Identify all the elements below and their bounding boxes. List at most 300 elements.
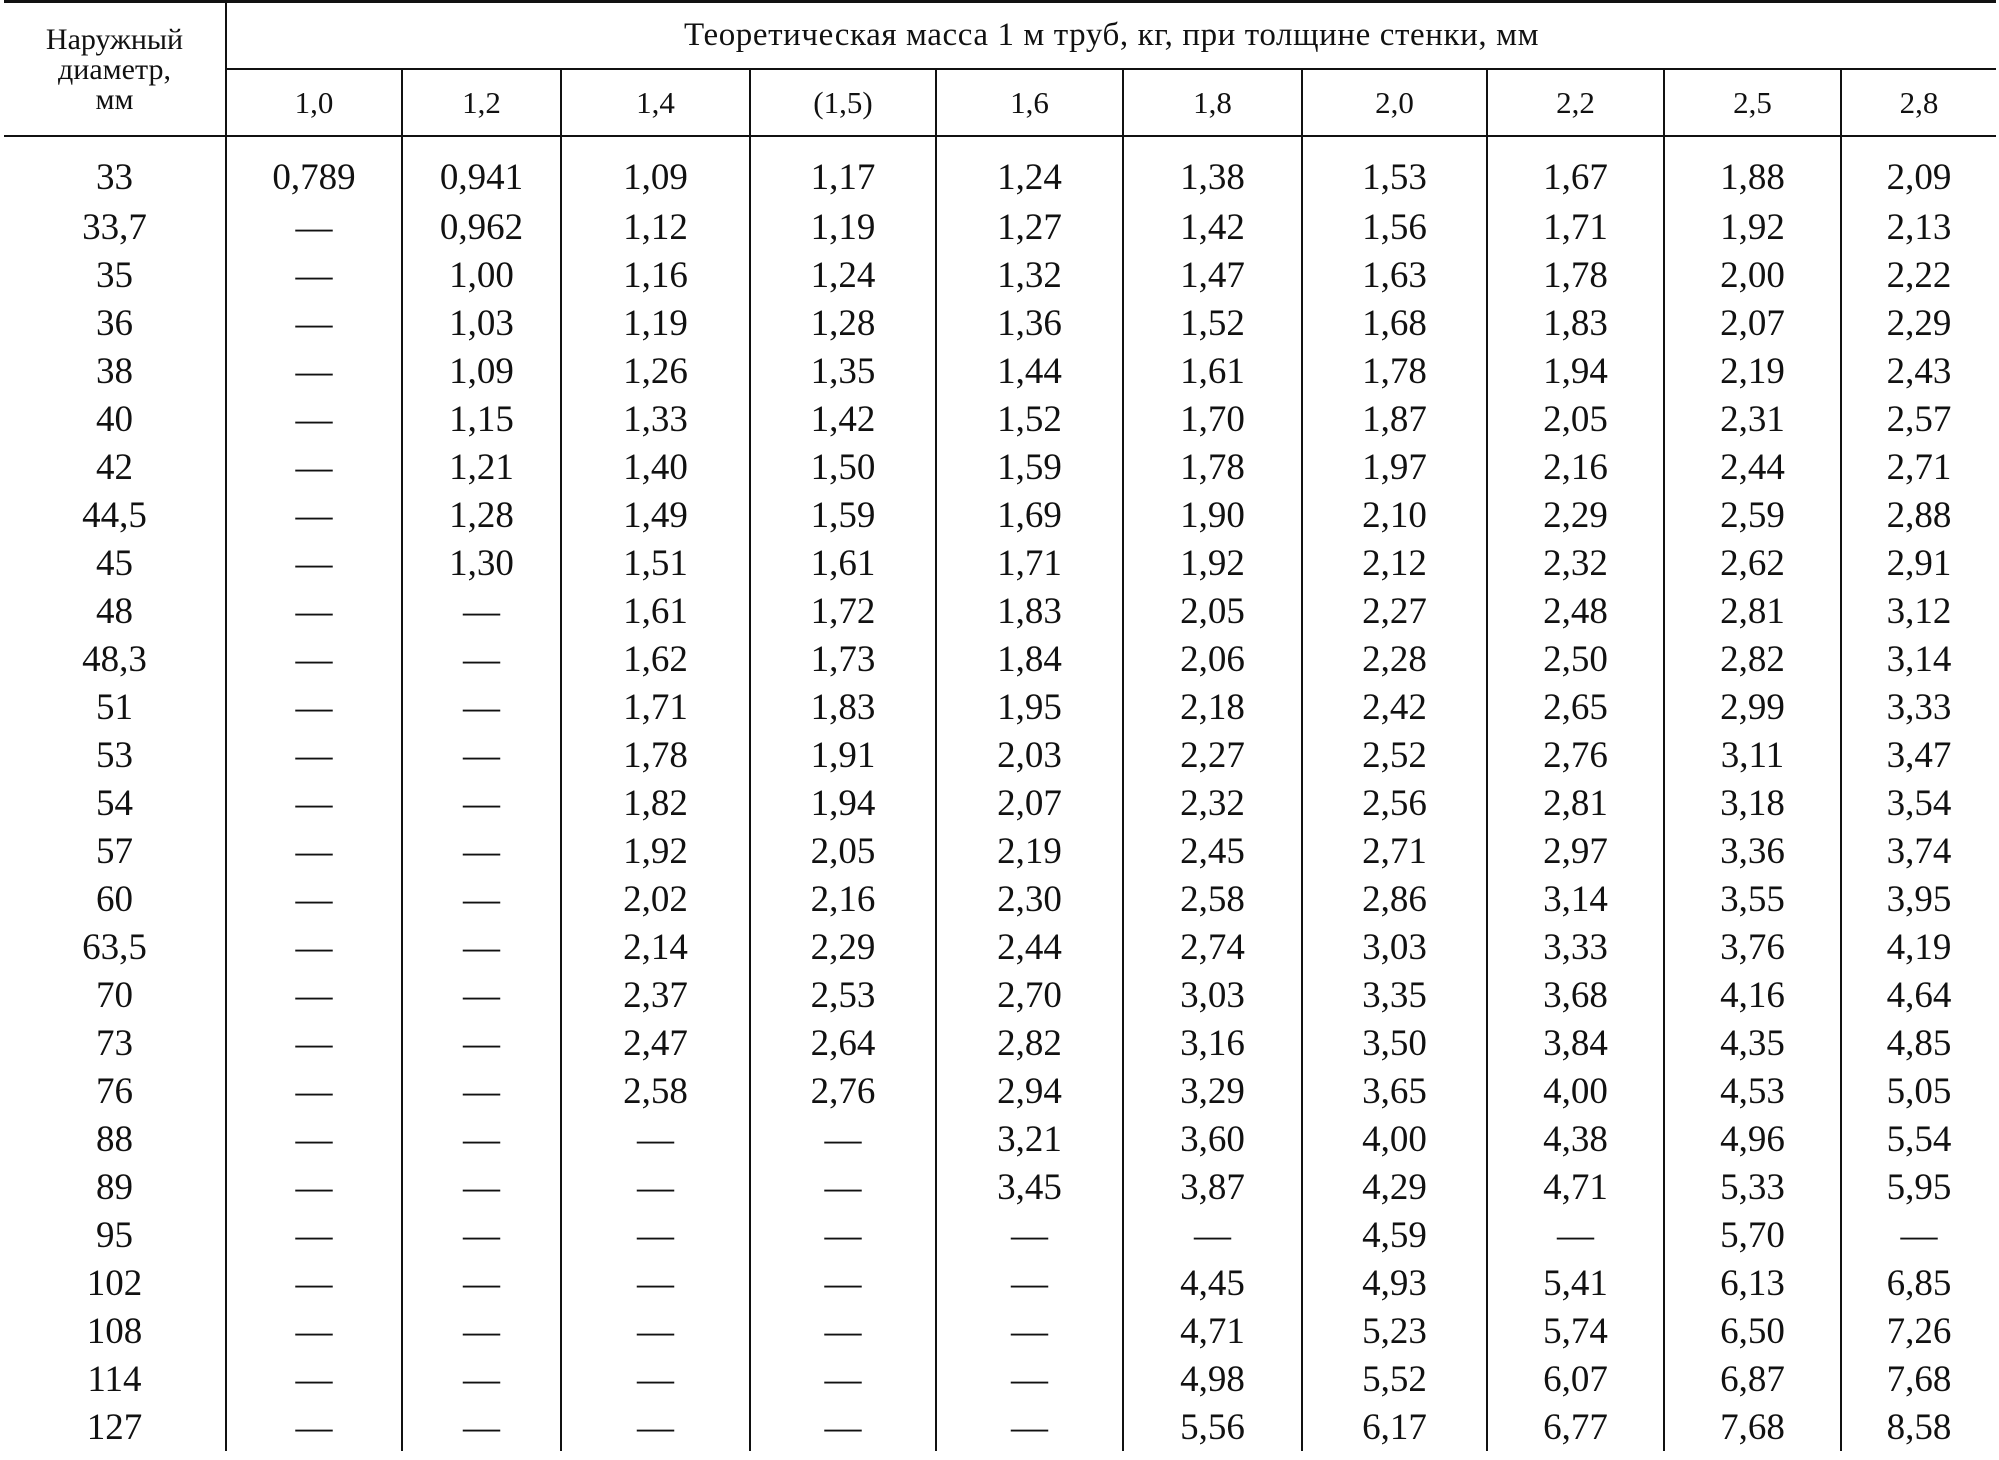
mass-cell: — [561, 1259, 750, 1307]
mass-cell: — [750, 1115, 936, 1163]
mass-cell: 1,03 [402, 299, 561, 347]
mass-cell: 1,68 [1302, 299, 1487, 347]
diameter-cell: 44,5 [4, 491, 226, 539]
mass-cell: 1,19 [561, 299, 750, 347]
mass-cell: 1,59 [750, 491, 936, 539]
table-row [4, 443, 1996, 491]
mass-cell: 1,33 [561, 395, 750, 443]
mass-cell: — [561, 1307, 750, 1355]
mass-cell: 2,28 [1302, 635, 1487, 683]
mass-cell: 3,16 [1123, 1019, 1302, 1067]
mass-cell: 3,87 [1123, 1163, 1302, 1211]
mass-cell: 5,95 [1886, 1166, 1952, 1208]
mass-cell: 2,05 [750, 827, 936, 875]
mass-cell: — [402, 923, 561, 971]
mass-cell: 4,00 [1302, 1115, 1487, 1163]
mass-cell: 2,07 [936, 779, 1123, 827]
table-row [4, 875, 1996, 923]
mass-cell: 2,59 [1664, 491, 1841, 539]
mass-cell: 2,43 [1886, 350, 1952, 392]
mass-cell: 7,68 [1664, 1403, 1841, 1451]
mass-cell: 1,19 [750, 203, 936, 251]
mass-cell: 2,57 [1886, 398, 1952, 440]
mass-cell: 7,26 [1886, 1310, 1952, 1352]
mass-cell: 5,33 [1664, 1163, 1841, 1211]
mass-cell: 2,82 [1664, 635, 1841, 683]
diameter-cell: 70 [4, 971, 226, 1019]
table-row [4, 1019, 1996, 1067]
table-row [4, 299, 1996, 347]
mass-cell: 2,29 [1487, 491, 1664, 539]
diameter-cell: 38 [4, 347, 226, 395]
mass-cell: — [226, 971, 402, 1019]
mass-cell: 3,65 [1302, 1067, 1487, 1115]
mass-cell: — [402, 1019, 561, 1067]
diameter-cell: 114 [4, 1355, 226, 1403]
mass-cell: — [402, 971, 561, 1019]
mass-cell: 2,12 [1302, 539, 1487, 587]
mass-cell: 1,90 [1123, 491, 1302, 539]
mass-cell: 1,24 [750, 251, 936, 299]
table-row [4, 1067, 1996, 1115]
mass-cell: 1,61 [1123, 347, 1302, 395]
mass-cell: 3,95 [1886, 878, 1952, 920]
mass-cell: 2,88 [1886, 494, 1952, 536]
mass-cell: — [226, 395, 402, 443]
mass-cell: 2,65 [1487, 683, 1664, 731]
mass-cell: 6,87 [1664, 1355, 1841, 1403]
mass-cell: 1,78 [1302, 347, 1487, 395]
diameter-cell: 33 [4, 136, 226, 203]
table-row [4, 136, 1996, 203]
mass-cell: 1,69 [936, 491, 1123, 539]
mass-cell: 3,47 [1886, 734, 1952, 776]
mass-cell: — [226, 779, 402, 827]
mass-cell: 2,82 [936, 1019, 1123, 1067]
mass-cell: 2,70 [936, 971, 1123, 1019]
wall-thickness-header: 2,0 [1302, 69, 1487, 136]
mass-cell: 1,78 [1123, 443, 1302, 491]
mass-cell: 1,83 [936, 587, 1123, 635]
mass-cell: 1,59 [936, 443, 1123, 491]
mass-cell: — [226, 443, 402, 491]
mass-cell: 2,29 [1886, 302, 1952, 344]
mass-cell: 6,17 [1302, 1403, 1487, 1451]
mass-cell: 1,92 [1664, 203, 1841, 251]
mass-cell: — [226, 347, 402, 395]
mass-cell: — [226, 683, 402, 731]
diameter-cell: 60 [4, 875, 226, 923]
mass-cell: — [750, 1163, 936, 1211]
mass-cell: 1,92 [561, 827, 750, 875]
diameter-cell: 63,5 [4, 923, 226, 971]
wall-thickness-header: 1,8 [1123, 69, 1302, 136]
mass-cell: 3,33 [1487, 923, 1664, 971]
mass-cell: 1,28 [750, 299, 936, 347]
mass-cell: 0,789 [226, 136, 402, 203]
mass-cell: 2,76 [750, 1067, 936, 1115]
mass-cell: 3,21 [936, 1115, 1123, 1163]
mass-cell: 3,29 [1123, 1067, 1302, 1115]
mass-cell: 2,44 [1664, 443, 1841, 491]
table-row [4, 635, 1996, 683]
mass-cell: 6,07 [1487, 1355, 1664, 1403]
mass-cell: — [936, 1403, 1123, 1451]
mass-cell: 2,31 [1664, 395, 1841, 443]
mass-cell: — [226, 1211, 402, 1259]
diameter-cell: 45 [4, 539, 226, 587]
mass-cell: 1,62 [561, 635, 750, 683]
mass-cell: — [402, 1115, 561, 1163]
mass-cell: 3,68 [1487, 971, 1664, 1019]
mass-cell: 3,33 [1886, 686, 1952, 728]
mass-cell: 2,32 [1123, 779, 1302, 827]
diameter-cell: 36 [4, 299, 226, 347]
mass-cell: — [936, 1355, 1123, 1403]
wall-thickness-header: 2,5 [1664, 69, 1841, 136]
mass-cell: 2,81 [1487, 779, 1664, 827]
mass-cell: — [402, 1259, 561, 1307]
mass-cell: 2,76 [1487, 731, 1664, 779]
mass-cell: 1,51 [561, 539, 750, 587]
pipe-mass-table [4, 0, 1996, 1451]
mass-cell: 4,38 [1487, 1115, 1664, 1163]
mass-cell: — [402, 731, 561, 779]
mass-cell: 1,42 [1123, 203, 1302, 251]
mass-cell: 3,03 [1123, 971, 1302, 1019]
mass-cell: 2,64 [750, 1019, 936, 1067]
mass-cell: 3,11 [1664, 731, 1841, 779]
table-row [4, 587, 1996, 635]
mass-cell: — [226, 203, 402, 251]
mass-cell: 4,59 [1302, 1211, 1487, 1259]
mass-group-header: Теоретическая масса 1 м труб, кг, при толщине стенки, мм [226, 2, 1996, 70]
mass-cell: 2,71 [1302, 827, 1487, 875]
mass-cell: — [226, 539, 402, 587]
mass-cell: 2,00 [1664, 251, 1841, 299]
diameter-header-line: мм [95, 83, 134, 116]
mass-cell: 1,09 [561, 136, 750, 203]
mass-cell: — [561, 1115, 750, 1163]
table-row [4, 491, 1996, 539]
mass-cell: 2,56 [1302, 779, 1487, 827]
mass-cell: 4,98 [1123, 1355, 1302, 1403]
mass-cell: 5,52 [1302, 1355, 1487, 1403]
mass-cell: — [226, 1403, 402, 1451]
mass-cell: 4,71 [1123, 1307, 1302, 1355]
mass-cell: 4,00 [1487, 1067, 1664, 1115]
mass-cell: 2,94 [936, 1067, 1123, 1115]
mass-cell: — [936, 1259, 1123, 1307]
mass-cell: 2,91 [1886, 542, 1952, 584]
mass-cell: — [226, 1259, 402, 1307]
mass-cell: 2,05 [1123, 587, 1302, 635]
mass-cell: — [402, 1403, 561, 1451]
mass-cell: 2,47 [561, 1019, 750, 1067]
mass-cell: 3,35 [1302, 971, 1487, 1019]
mass-cell: — [402, 1163, 561, 1211]
mass-cell: 2,99 [1664, 683, 1841, 731]
mass-cell: 2,74 [1123, 923, 1302, 971]
mass-cell: 2,19 [936, 827, 1123, 875]
pipe-mass-table-container [4, 0, 1996, 1451]
mass-cell: 2,32 [1487, 539, 1664, 587]
table-row [4, 1115, 1996, 1163]
diameter-cell: 95 [4, 1211, 226, 1259]
mass-cell: — [226, 923, 402, 971]
mass-cell: 2,30 [936, 875, 1123, 923]
mass-cell: — [402, 1355, 561, 1403]
mass-cell: 1,36 [936, 299, 1123, 347]
mass-cell: 1,12 [561, 203, 750, 251]
wall-thickness-header: 2,2 [1487, 69, 1664, 136]
diameter-header-line: диаметр, [58, 53, 171, 86]
wall-thickness-header: 1,6 [936, 69, 1123, 136]
table-row [4, 1163, 1996, 1211]
mass-cell: — [936, 1307, 1123, 1355]
mass-cell: — [226, 635, 402, 683]
mass-cell: 1,42 [750, 395, 936, 443]
mass-cell: 2,29 [750, 923, 936, 971]
mass-cell: 3,60 [1123, 1115, 1302, 1163]
diameter-cell: 48 [4, 587, 226, 635]
mass-cell: 2,48 [1487, 587, 1664, 635]
mass-cell: 2,02 [561, 875, 750, 923]
mass-cell: — [226, 251, 402, 299]
mass-cell: 8,58 [1886, 1406, 1952, 1448]
table-row [4, 1403, 1996, 1451]
mass-cell: 5,56 [1123, 1403, 1302, 1451]
mass-cell: 1,94 [750, 779, 936, 827]
table-row [4, 203, 1996, 251]
mass-cell: 2,27 [1123, 731, 1302, 779]
mass-cell: 5,74 [1487, 1307, 1664, 1355]
mass-cell: 1,92 [1123, 539, 1302, 587]
mass-cell: 0,962 [402, 203, 561, 251]
mass-cell: 4,19 [1886, 926, 1952, 968]
table-row [4, 971, 1996, 1019]
table-row [4, 731, 1996, 779]
table-row [4, 251, 1996, 299]
mass-cell: 1,61 [750, 539, 936, 587]
mass-cell: 2,71 [1886, 446, 1952, 488]
mass-cell: 3,45 [936, 1163, 1123, 1211]
mass-cell: 1,97 [1302, 443, 1487, 491]
mass-cell: 1,56 [1302, 203, 1487, 251]
mass-cell: 2,19 [1664, 347, 1841, 395]
mass-cell: 3,76 [1664, 923, 1841, 971]
diameter-cell: 40 [4, 395, 226, 443]
diameter-cell: 76 [4, 1067, 226, 1115]
mass-cell: 3,14 [1886, 638, 1952, 680]
mass-cell: — [226, 1163, 402, 1211]
table-row [4, 395, 1996, 443]
mass-cell: 4,71 [1487, 1163, 1664, 1211]
mass-cell: 3,84 [1487, 1019, 1664, 1067]
wall-thickness-header: 2,8 [1841, 69, 1996, 136]
mass-cell: 1,67 [1487, 136, 1664, 203]
mass-cell: — [1123, 1211, 1302, 1259]
mass-cell: 2,52 [1302, 731, 1487, 779]
mass-cell: 2,58 [1123, 875, 1302, 923]
mass-cell: 1,91 [750, 731, 936, 779]
mass-cell: 1,95 [936, 683, 1123, 731]
wall-thickness-header: 1,4 [561, 69, 750, 136]
mass-cell: — [750, 1403, 936, 1451]
diameter-cell: 54 [4, 779, 226, 827]
mass-cell: 2,18 [1123, 683, 1302, 731]
diameter-cell: 53 [4, 731, 226, 779]
diameter-cell: 35 [4, 251, 226, 299]
mass-cell: 1,32 [936, 251, 1123, 299]
mass-cell: 3,55 [1664, 875, 1841, 923]
diameter-cell: 88 [4, 1115, 226, 1163]
mass-cell: 4,45 [1123, 1259, 1302, 1307]
mass-cell: — [226, 827, 402, 875]
mass-cell: — [402, 1211, 561, 1259]
mass-cell: 2,06 [1123, 635, 1302, 683]
mass-cell: 2,50 [1487, 635, 1664, 683]
mass-cell: 1,40 [561, 443, 750, 491]
mass-cell: 1,50 [750, 443, 936, 491]
header-row-wall-thickness [4, 69, 1996, 136]
mass-cell: 2,16 [750, 875, 936, 923]
mass-cell: — [561, 1211, 750, 1259]
diameter-cell: 57 [4, 827, 226, 875]
mass-cell: 2,27 [1302, 587, 1487, 635]
mass-cell: 3,74 [1886, 830, 1952, 872]
table-header [4, 2, 1996, 137]
mass-cell: 2,97 [1487, 827, 1664, 875]
mass-cell: 6,13 [1664, 1259, 1841, 1307]
mass-cell: 3,14 [1487, 875, 1664, 923]
mass-cell: 4,93 [1302, 1259, 1487, 1307]
mass-cell: 2,81 [1664, 587, 1841, 635]
mass-cell: 2,58 [561, 1067, 750, 1115]
mass-cell: 2,07 [1664, 299, 1841, 347]
mass-cell: — [402, 875, 561, 923]
mass-cell: 1,78 [561, 731, 750, 779]
mass-cell: 2,37 [561, 971, 750, 1019]
mass-cell: 1,47 [1123, 251, 1302, 299]
mass-cell: 5,23 [1302, 1307, 1487, 1355]
mass-cell: — [226, 731, 402, 779]
mass-cell: 1,52 [1123, 299, 1302, 347]
mass-cell: 1,61 [561, 587, 750, 635]
mass-cell: — [750, 1307, 936, 1355]
mass-cell: 1,52 [936, 395, 1123, 443]
mass-cell: 3,18 [1664, 779, 1841, 827]
mass-cell: 1,09 [402, 347, 561, 395]
mass-cell: 1,94 [1487, 347, 1664, 395]
mass-cell: 1,30 [402, 539, 561, 587]
diameter-cell: 102 [4, 1259, 226, 1307]
table-row [4, 827, 1996, 875]
mass-cell: — [561, 1355, 750, 1403]
mass-cell: — [402, 779, 561, 827]
mass-cell: 1,15 [402, 395, 561, 443]
mass-cell: 1,00 [402, 251, 561, 299]
mass-cell: 1,83 [1487, 299, 1664, 347]
mass-cell: 2,42 [1302, 683, 1487, 731]
diameter-column-header [4, 2, 226, 137]
mass-cell: 2,13 [1886, 206, 1952, 248]
mass-cell: 1,16 [561, 251, 750, 299]
mass-cell: 4,64 [1886, 974, 1952, 1016]
mass-cell: 1,87 [1302, 395, 1487, 443]
wall-thickness-header: 1,2 [402, 69, 561, 136]
mass-cell: 5,70 [1664, 1211, 1841, 1259]
mass-cell: 2,03 [936, 731, 1123, 779]
diameter-cell: 89 [4, 1163, 226, 1211]
mass-cell: 5,41 [1487, 1259, 1664, 1307]
diameter-cell: 51 [4, 683, 226, 731]
mass-cell: — [750, 1259, 936, 1307]
mass-cell: 1,35 [750, 347, 936, 395]
mass-cell: — [402, 827, 561, 875]
mass-cell: 1,82 [561, 779, 750, 827]
mass-cell: 3,36 [1664, 827, 1841, 875]
mass-cell: — [226, 1355, 402, 1403]
mass-cell: 1,26 [561, 347, 750, 395]
mass-cell: 2,44 [936, 923, 1123, 971]
table-row [4, 1259, 1996, 1307]
mass-cell: — [226, 1067, 402, 1115]
mass-cell: 2,53 [750, 971, 936, 1019]
mass-cell: 1,17 [750, 136, 936, 203]
mass-cell: 2,86 [1302, 875, 1487, 923]
mass-cell: — [402, 1307, 561, 1355]
mass-cell: 3,03 [1302, 923, 1487, 971]
mass-cell: 6,50 [1664, 1307, 1841, 1355]
mass-cell: 1,71 [561, 683, 750, 731]
mass-cell: — [750, 1355, 936, 1403]
table-row [4, 683, 1996, 731]
mass-cell: 1,73 [750, 635, 936, 683]
mass-cell: 1,83 [750, 683, 936, 731]
diameter-header-line: Наружный [45, 23, 184, 56]
mass-cell: 1,71 [1487, 203, 1664, 251]
table-row [4, 779, 1996, 827]
mass-cell: 1,63 [1302, 251, 1487, 299]
mass-cell: 1,49 [561, 491, 750, 539]
table-row [4, 1355, 1996, 1403]
mass-cell: 2,16 [1487, 443, 1664, 491]
mass-cell: 4,29 [1302, 1163, 1487, 1211]
mass-cell: — [561, 1163, 750, 1211]
diameter-cell: 108 [4, 1307, 226, 1355]
wall-thickness-header: (1,5) [750, 69, 936, 136]
mass-cell: — [1487, 1211, 1664, 1259]
mass-cell: 4,96 [1664, 1115, 1841, 1163]
mass-cell: 4,35 [1664, 1019, 1841, 1067]
mass-cell: 1,53 [1302, 136, 1487, 203]
diameter-cell: 73 [4, 1019, 226, 1067]
mass-cell: 5,54 [1886, 1118, 1952, 1160]
mass-cell: 3,54 [1886, 782, 1952, 824]
mass-cell: 4,53 [1664, 1067, 1841, 1115]
mass-cell: 1,27 [936, 203, 1123, 251]
mass-cell: 1,21 [402, 443, 561, 491]
mass-cell: 2,22 [1886, 254, 1952, 296]
mass-cell: 2,10 [1302, 491, 1487, 539]
mass-cell: 1,38 [1123, 136, 1302, 203]
table-row [4, 347, 1996, 395]
mass-cell: 6,77 [1487, 1403, 1664, 1451]
diameter-cell: 127 [4, 1403, 226, 1451]
table-row [4, 1211, 1996, 1259]
mass-cell: 1,71 [936, 539, 1123, 587]
